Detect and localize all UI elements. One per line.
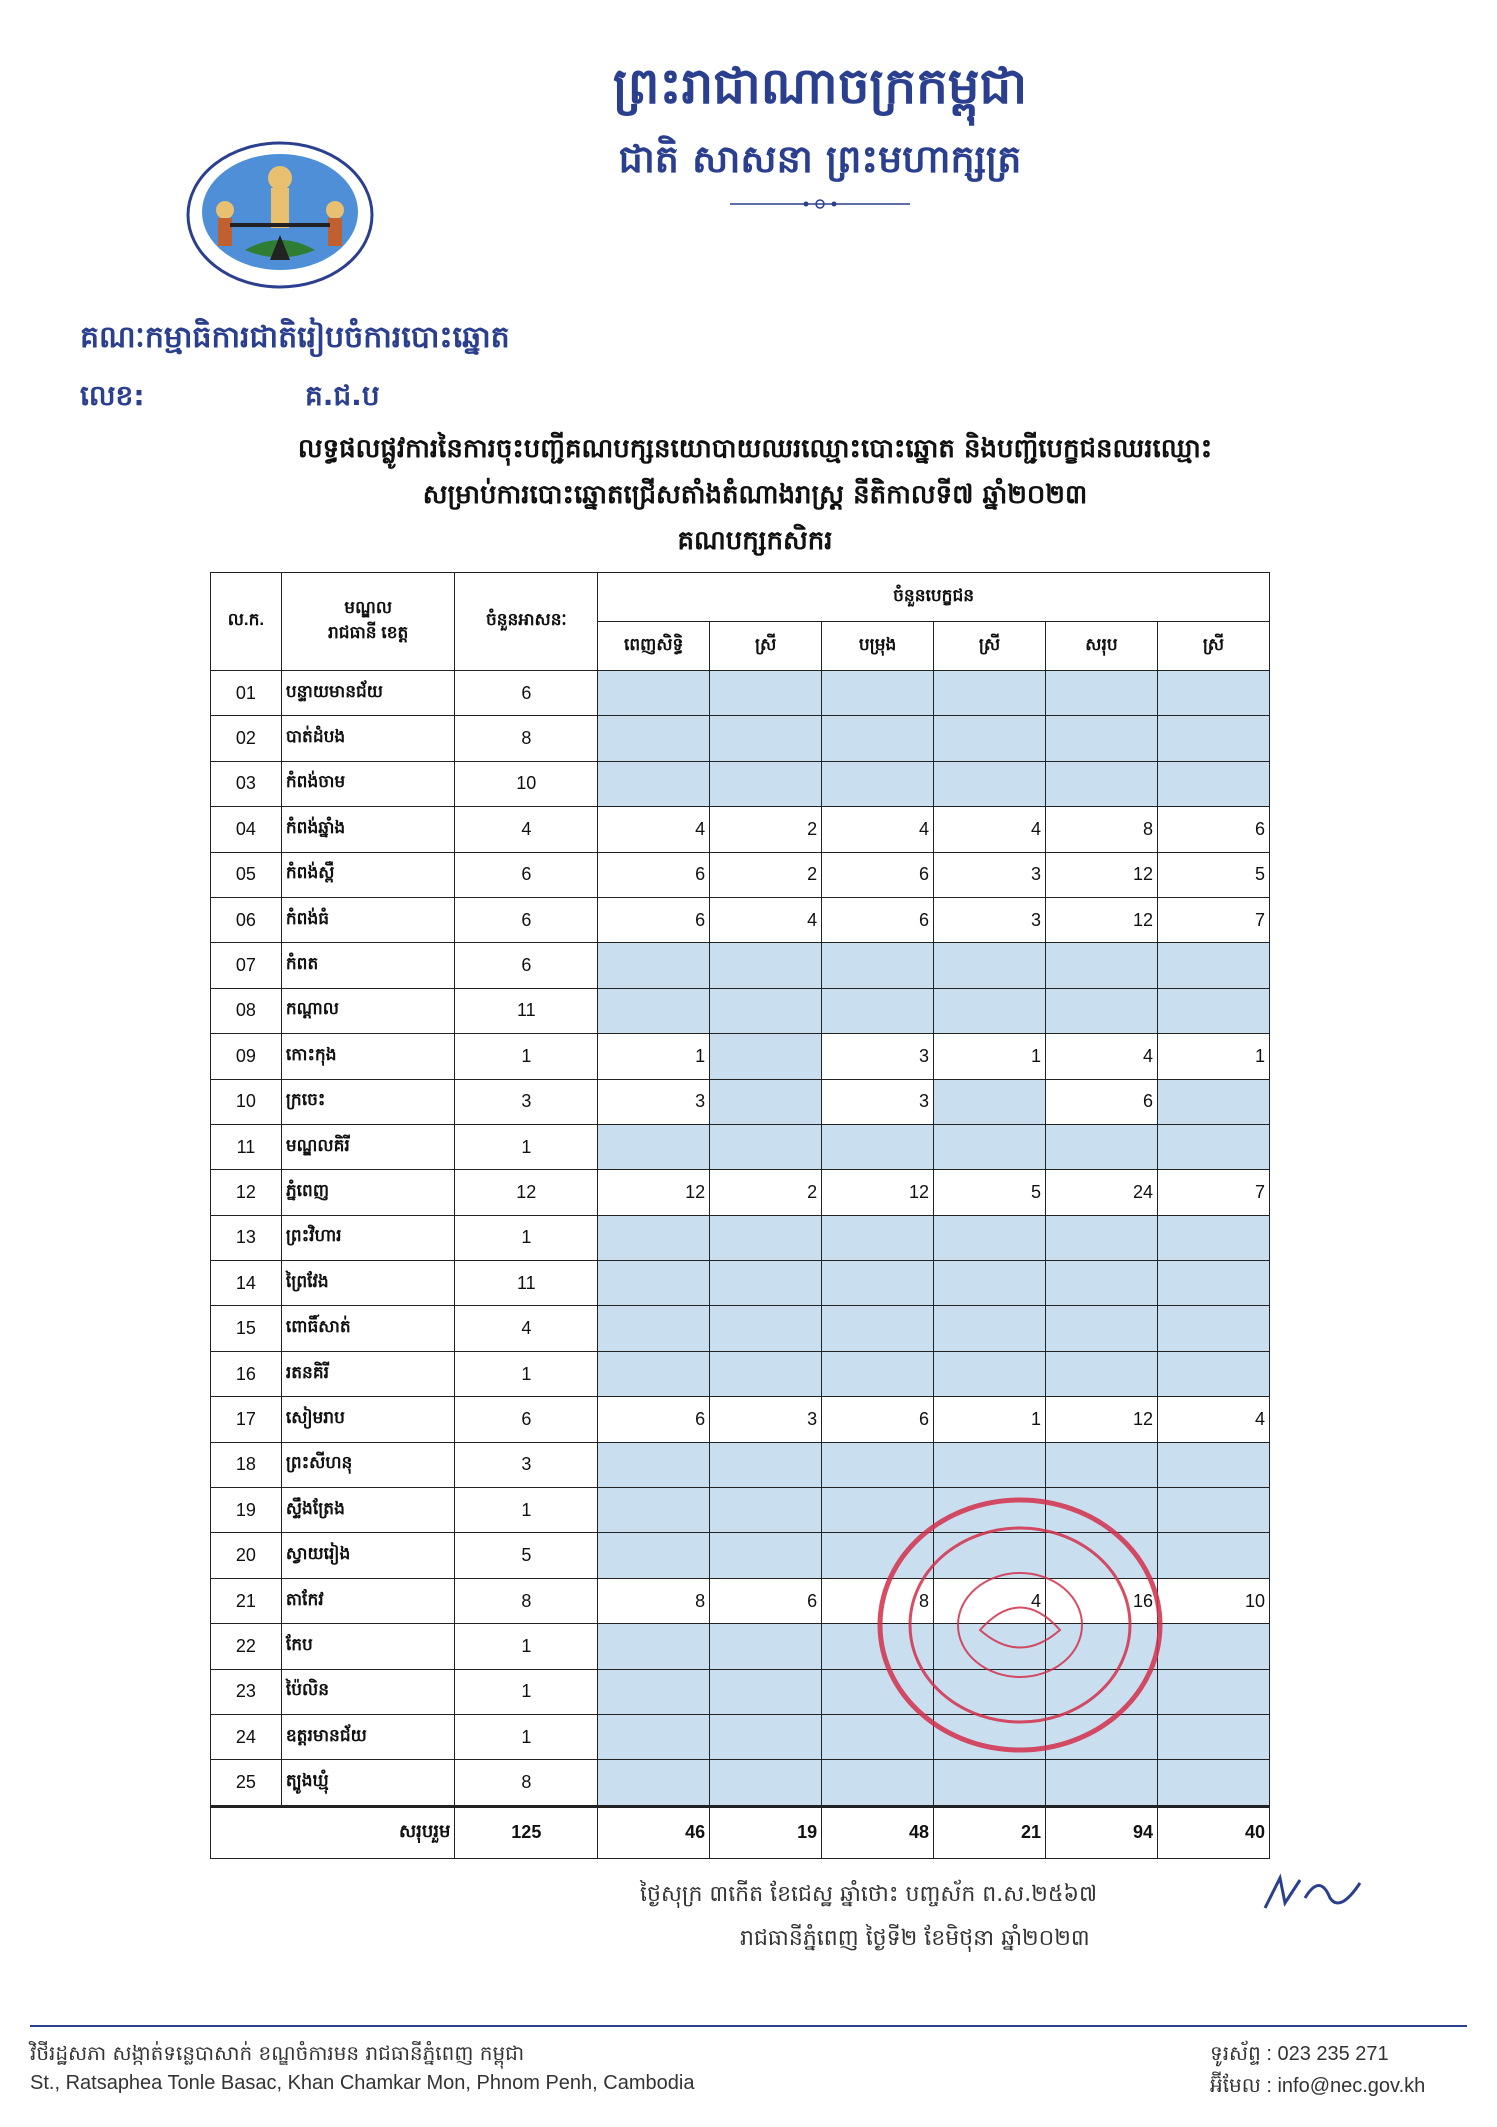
candidate-count: 1 — [934, 1397, 1046, 1442]
candidate-count: 4 — [710, 897, 822, 942]
candidate-count — [1157, 1442, 1269, 1487]
candidate-count — [1157, 988, 1269, 1033]
seat-count: 12 — [455, 1170, 598, 1215]
seat-count: 1 — [455, 1215, 598, 1260]
seat-count: 1 — [455, 1669, 598, 1714]
table-row — [211, 1397, 1270, 1442]
candidate-count — [934, 943, 1046, 988]
candidate-count — [1046, 1215, 1158, 1260]
row-number: 18 — [211, 1442, 282, 1487]
total-seats: 125 — [455, 1806, 598, 1858]
candidate-count — [1157, 1669, 1269, 1714]
candidate-count — [710, 1124, 822, 1169]
table-row — [211, 1351, 1270, 1396]
party-name: គណបក្សកសិករ — [677, 526, 833, 556]
province-name: ព្រះសីហនុ — [281, 1442, 455, 1487]
candidate-count — [822, 671, 934, 716]
candidate-count — [934, 1442, 1046, 1487]
table-row — [211, 852, 1270, 897]
total-value: 21 — [934, 1806, 1046, 1858]
candidate-count — [598, 671, 710, 716]
row-number: 08 — [211, 988, 282, 1033]
candidate-count: 6 — [822, 897, 934, 942]
candidate-count: 3 — [710, 1397, 822, 1442]
candidate-count — [1157, 671, 1269, 716]
candidate-count: 12 — [1046, 1397, 1158, 1442]
candidate-count: 24 — [1046, 1170, 1158, 1215]
header-candidates: ចំនួនបេក្ខជន — [598, 573, 1270, 622]
candidate-count — [1157, 1351, 1269, 1396]
candidate-count — [1046, 988, 1158, 1033]
candidate-count — [710, 1442, 822, 1487]
document-heading-line2: សម្រាប់ការបោះឆ្នោតជ្រើសតាំងតំណាងរាស្ត្រ នីតិកាលទី៧ ឆ្នាំ២០២៣ — [422, 480, 1088, 510]
table-row — [211, 1034, 1270, 1079]
candidate-count: 6 — [598, 1397, 710, 1442]
candidate-count — [710, 1215, 822, 1260]
candidate-count: 2 — [710, 852, 822, 897]
candidate-count — [710, 988, 822, 1033]
candidate-count: 10 — [1157, 1578, 1269, 1623]
province-name: កំពង់ស្ពឺ — [281, 852, 455, 897]
candidate-count — [710, 1079, 822, 1124]
seat-count: 11 — [455, 988, 598, 1033]
table-row — [211, 897, 1270, 942]
candidate-count: 3 — [822, 1034, 934, 1079]
organization-name: គណៈកម្មាធិការជាតិរៀបចំការបោះឆ្នោត — [80, 320, 510, 355]
seat-count: 1 — [455, 1124, 598, 1169]
candidate-count: 5 — [934, 1170, 1046, 1215]
table-row — [211, 1442, 1270, 1487]
row-number: 25 — [211, 1760, 282, 1806]
row-number: 14 — [211, 1261, 282, 1306]
candidate-count: 2 — [710, 1170, 822, 1215]
seat-count: 8 — [455, 1760, 598, 1806]
candidate-count — [822, 943, 934, 988]
table-row — [211, 807, 1270, 852]
candidate-count: 6 — [822, 1397, 934, 1442]
seat-count: 1 — [455, 1714, 598, 1759]
seat-count: 6 — [455, 897, 598, 942]
telephone: ទូរស័ព្ទ : 023 235 271 — [1210, 2043, 1389, 2065]
row-number: 23 — [211, 1669, 282, 1714]
signature-icon — [1260, 1868, 1370, 1918]
province-name: ស្វាយរៀង — [281, 1533, 455, 1578]
province-name: ស្ទឹងត្រែង — [281, 1488, 455, 1533]
candidate-count: 12 — [822, 1170, 934, 1215]
row-number: 21 — [211, 1578, 282, 1623]
candidate-count: 8 — [1046, 807, 1158, 852]
candidate-count: 7 — [1157, 897, 1269, 942]
seat-count: 11 — [455, 1261, 598, 1306]
row-number: 06 — [211, 897, 282, 942]
seat-count: 5 — [455, 1533, 598, 1578]
candidate-count — [1157, 1760, 1269, 1806]
province-name: បាត់ដំបង — [281, 716, 455, 761]
total-value: 94 — [1046, 1806, 1158, 1858]
candidate-count — [710, 671, 822, 716]
candidate-count — [1157, 1488, 1269, 1533]
candidate-count — [598, 1669, 710, 1714]
seat-count: 3 — [455, 1079, 598, 1124]
candidate-count — [934, 1261, 1046, 1306]
province-name: កំពង់ចាម — [281, 761, 455, 806]
candidate-count — [934, 761, 1046, 806]
total-value: 19 — [710, 1806, 822, 1858]
candidate-count — [1157, 1124, 1269, 1169]
total-row — [211, 1806, 1270, 1858]
candidate-count — [598, 988, 710, 1033]
total-value: 46 — [598, 1806, 710, 1858]
table-row — [211, 943, 1270, 988]
candidate-count — [822, 1124, 934, 1169]
candidate-count — [1046, 1124, 1158, 1169]
row-number: 16 — [211, 1351, 282, 1396]
candidate-count: 4 — [598, 807, 710, 852]
candidate-count — [1157, 1079, 1269, 1124]
motto: ជាតិ សាសនា ព្រះមហាក្សត្រ — [618, 136, 1022, 181]
header-no: ល.ក. — [211, 573, 282, 671]
candidate-count — [598, 1442, 710, 1487]
table-row — [211, 1760, 1270, 1806]
candidate-count — [1157, 1533, 1269, 1578]
row-number: 01 — [211, 671, 282, 716]
candidate-count — [1046, 943, 1158, 988]
address-khmer: វិថីរដ្ឋសភា សង្កាត់ទន្លេបាសាក់ ខណ្ឌចំការមន រាជធានីភ្នំពេញ កម្ពុជា — [30, 2041, 525, 2065]
candidate-count — [934, 1215, 1046, 1260]
candidate-count — [1046, 671, 1158, 716]
kingdom-title: ព្រះរាជាណាចក្រកម្ពុជា — [612, 56, 1028, 115]
candidate-count: 6 — [710, 1578, 822, 1623]
province-name: ព្រៃវែង — [281, 1261, 455, 1306]
row-number: 17 — [211, 1397, 282, 1442]
seat-count: 8 — [455, 716, 598, 761]
row-number: 07 — [211, 943, 282, 988]
candidate-count — [1046, 761, 1158, 806]
candidate-count — [598, 943, 710, 988]
candidate-count — [934, 1079, 1046, 1124]
table-row — [211, 761, 1270, 806]
candidate-count — [710, 1488, 822, 1533]
total-value: 40 — [1157, 1806, 1269, 1858]
candidate-count: 1 — [598, 1034, 710, 1079]
seat-count: 4 — [455, 807, 598, 852]
province-name: ឧត្តរមានជ័យ — [281, 1714, 455, 1759]
candidate-count: 12 — [1046, 897, 1158, 942]
seat-count: 1 — [455, 1351, 598, 1396]
header-seats: ចំនួនអាសនៈ — [455, 573, 598, 671]
candidate-count — [1157, 716, 1269, 761]
seat-count: 3 — [455, 1442, 598, 1487]
candidate-count — [710, 943, 822, 988]
province-name: កណ្តាល — [281, 988, 455, 1033]
document-heading-line1: លទ្ធផលផ្លូវការនៃការចុះបញ្ជីគណបក្សនយោបាយឈរឈ្មោះបោះឆ្នោត និងបញ្ជីបេក្ខជនឈរឈ្មោះ — [297, 434, 1213, 464]
candidate-count: 6 — [1157, 807, 1269, 852]
table-row — [211, 988, 1270, 1033]
province-name: ត្បូងឃ្មុំ — [281, 1760, 455, 1806]
table-row — [211, 1215, 1270, 1260]
row-number: 04 — [211, 807, 282, 852]
table-row — [211, 1261, 1270, 1306]
candidate-count — [934, 1760, 1046, 1806]
candidate-count: 12 — [598, 1170, 710, 1215]
header-province: មណ្ឌល រាជធានី ខេត្ត — [281, 573, 455, 671]
candidate-count — [710, 1306, 822, 1351]
seat-count: 10 — [455, 761, 598, 806]
candidate-count — [598, 761, 710, 806]
row-number: 24 — [211, 1714, 282, 1759]
header-reserve: បម្រុង — [822, 622, 934, 671]
candidate-count — [822, 1760, 934, 1806]
candidate-count — [1046, 1351, 1158, 1396]
row-number: 09 — [211, 1034, 282, 1079]
candidate-count: 12 — [1046, 852, 1158, 897]
province-name: កំពត — [281, 943, 455, 988]
row-number: 20 — [211, 1533, 282, 1578]
candidate-count — [822, 1261, 934, 1306]
candidate-count — [598, 1351, 710, 1396]
table-row — [211, 1306, 1270, 1351]
candidate-count: 6 — [598, 897, 710, 942]
candidate-count — [710, 716, 822, 761]
candidate-count: 3 — [934, 852, 1046, 897]
seat-count: 1 — [455, 1624, 598, 1669]
province-name: មណ្ឌលគិរី — [281, 1124, 455, 1169]
candidate-count — [1046, 716, 1158, 761]
candidate-count: 8 — [822, 1578, 934, 1623]
candidate-count: 7 — [1157, 1170, 1269, 1215]
nec-emblem-icon — [185, 140, 375, 290]
official-seal-icon — [870, 1490, 1170, 1760]
candidate-count — [598, 1760, 710, 1806]
seat-count: 8 — [455, 1578, 598, 1623]
candidate-count — [598, 1306, 710, 1351]
candidate-count — [598, 1533, 710, 1578]
candidate-count: 1 — [1157, 1034, 1269, 1079]
seat-count: 6 — [455, 1397, 598, 1442]
candidate-count — [710, 1261, 822, 1306]
candidate-count — [710, 1714, 822, 1759]
row-number: 22 — [211, 1624, 282, 1669]
province-name: ភ្នំពេញ — [281, 1170, 455, 1215]
row-number: 03 — [211, 761, 282, 806]
province-name: កែប — [281, 1624, 455, 1669]
candidate-count: 5 — [1157, 852, 1269, 897]
province-name: សៀមរាប — [281, 1397, 455, 1442]
seat-count: 6 — [455, 671, 598, 716]
total-label: សរុបរួម — [211, 1806, 455, 1858]
candidate-count: 3 — [822, 1079, 934, 1124]
candidate-count — [598, 1624, 710, 1669]
province-name: រតនគិរី — [281, 1351, 455, 1396]
candidate-count: 6 — [822, 852, 934, 897]
candidate-count: 6 — [1046, 1079, 1158, 1124]
email-address: អ៊ីមែល : info@nec.gov.kh — [1210, 2075, 1426, 2097]
province-name: បន្ទាយមានជ័យ — [281, 671, 455, 716]
header-female: ស្រី — [710, 622, 822, 671]
candidate-count — [1157, 1215, 1269, 1260]
candidate-count — [598, 716, 710, 761]
row-number: 05 — [211, 852, 282, 897]
candidate-count: 4 — [934, 807, 1046, 852]
ornament-divider-icon — [730, 198, 910, 210]
candidate-count — [822, 716, 934, 761]
candidate-count: 6 — [598, 852, 710, 897]
row-number: 13 — [211, 1215, 282, 1260]
candidate-count: 4 — [1046, 1034, 1158, 1079]
candidate-count: 3 — [934, 897, 1046, 942]
address-english: St., Ratsaphea Tonle Basac, Khan Chamkar Mon, Phnom Penh, Cambodia — [30, 2072, 695, 2094]
candidate-count — [822, 1306, 934, 1351]
candidate-count: 4 — [1157, 1397, 1269, 1442]
candidate-count — [934, 988, 1046, 1033]
header-female: ស្រី — [934, 622, 1046, 671]
candidate-count — [934, 1306, 1046, 1351]
candidate-count — [598, 1714, 710, 1759]
candidate-count — [822, 1351, 934, 1396]
candidate-count — [822, 761, 934, 806]
candidate-count — [1157, 1306, 1269, 1351]
candidate-count: 3 — [598, 1079, 710, 1124]
seat-count: 1 — [455, 1034, 598, 1079]
seat-count: 4 — [455, 1306, 598, 1351]
province-name: កោះកុង — [281, 1034, 455, 1079]
candidate-count — [934, 1351, 1046, 1396]
row-number: 10 — [211, 1079, 282, 1124]
candidate-count — [934, 671, 1046, 716]
candidate-count: 8 — [598, 1578, 710, 1623]
candidate-count: 16 — [1046, 1578, 1158, 1623]
candidate-count — [1157, 1624, 1269, 1669]
candidate-count — [1157, 943, 1269, 988]
candidate-count — [934, 716, 1046, 761]
footer-divider — [30, 2025, 1467, 2027]
seat-count: 1 — [455, 1488, 598, 1533]
header-total: សរុប — [1046, 622, 1158, 671]
province-name: ពោធិ៍សាត់ — [281, 1306, 455, 1351]
lunar-date: ថ្ងៃសុក្រ ៣កើត ខែជេស្ឋ ឆ្នាំថោះ បញ្ចស័ក ព.ស.២៥៦៧ — [640, 1882, 1098, 1907]
candidate-count — [710, 1760, 822, 1806]
province-name: កំពង់ធំ — [281, 897, 455, 942]
candidate-count: 4 — [934, 1578, 1046, 1623]
candidate-count — [598, 1124, 710, 1169]
table-row — [211, 671, 1270, 716]
row-number: 15 — [211, 1306, 282, 1351]
table-row — [211, 1079, 1270, 1124]
row-number: 19 — [211, 1488, 282, 1533]
total-value: 48 — [822, 1806, 934, 1858]
seat-count: 6 — [455, 943, 598, 988]
candidate-count — [710, 761, 822, 806]
province-name: ក្រចេះ — [281, 1079, 455, 1124]
table-row — [211, 1124, 1270, 1169]
candidate-count — [1046, 1261, 1158, 1306]
header-female: ស្រី — [1157, 622, 1269, 671]
reference-number: គ.ជ.ប — [305, 379, 380, 412]
row-number: 11 — [211, 1124, 282, 1169]
candidate-count — [598, 1488, 710, 1533]
province-name: ប៉ៃលិន — [281, 1669, 455, 1714]
candidate-count — [1157, 1714, 1269, 1759]
candidate-count: 4 — [822, 807, 934, 852]
province-name: តាកែវ — [281, 1578, 455, 1623]
candidate-count — [934, 1124, 1046, 1169]
province-name: ព្រះវិហារ — [281, 1215, 455, 1260]
seat-count: 6 — [455, 852, 598, 897]
candidate-count — [710, 1034, 822, 1079]
header-full: ពេញសិទ្ធិ — [598, 622, 710, 671]
reference-label: លេខ: — [80, 379, 145, 412]
candidate-count — [822, 1215, 934, 1260]
candidate-count — [822, 1442, 934, 1487]
candidate-count — [822, 988, 934, 1033]
candidate-count: 1 — [934, 1034, 1046, 1079]
candidate-count — [1157, 1261, 1269, 1306]
table-row — [211, 716, 1270, 761]
row-number: 12 — [211, 1170, 282, 1215]
candidate-count — [710, 1669, 822, 1714]
candidate-count — [598, 1261, 710, 1306]
candidate-count — [1046, 1442, 1158, 1487]
province-name: កំពង់ឆ្នាំង — [281, 807, 455, 852]
candidate-count — [710, 1624, 822, 1669]
row-number: 02 — [211, 716, 282, 761]
candidate-count: 2 — [710, 807, 822, 852]
candidate-count — [598, 1215, 710, 1260]
table-row — [211, 1170, 1270, 1215]
candidate-count — [1157, 761, 1269, 806]
candidate-count — [1046, 1306, 1158, 1351]
gregorian-date: រាជធានីភ្នំពេញ ថ្ងៃទី២ ខែមិថុនា ឆ្នាំ២០២៣ — [740, 1926, 1090, 1951]
candidate-count — [710, 1533, 822, 1578]
candidate-count — [1046, 1760, 1158, 1806]
candidate-count — [710, 1351, 822, 1396]
